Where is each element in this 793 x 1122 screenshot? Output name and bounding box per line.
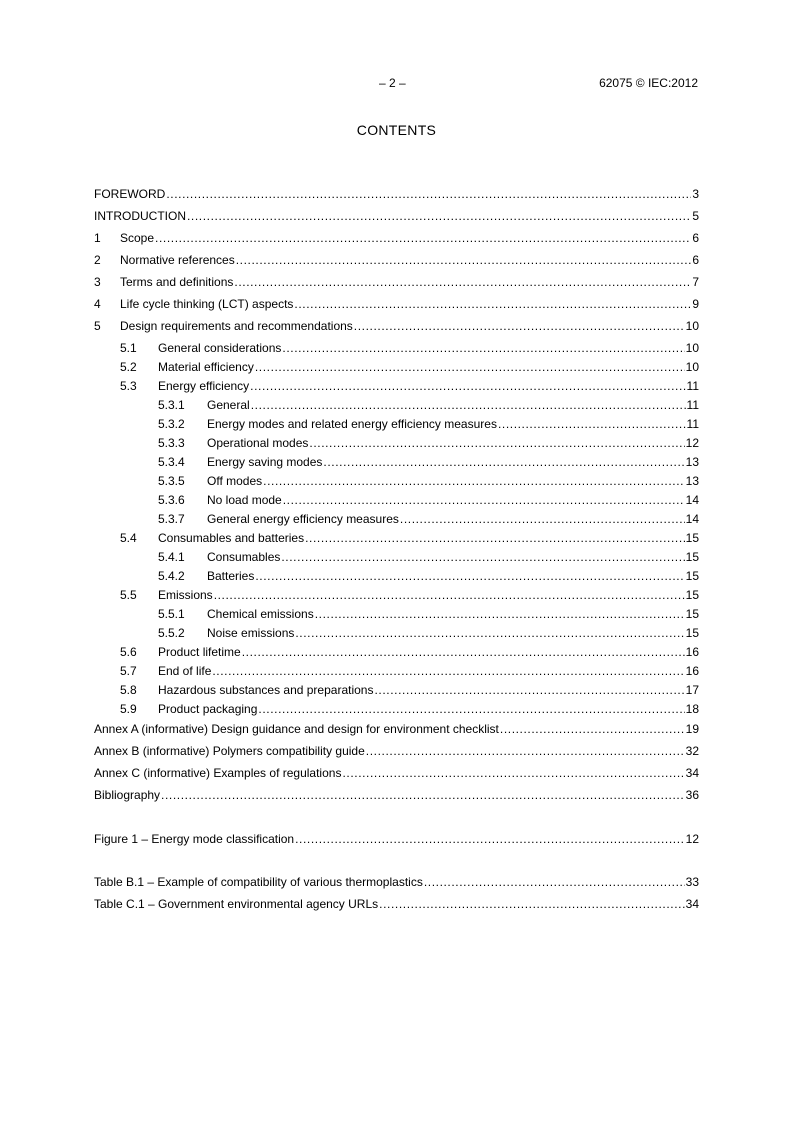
toc-entry[interactable] [94,874,699,890]
toc-entry-number: 3 [94,275,101,289]
dot-leader [295,625,684,641]
toc-entry-title: Off modes [207,474,263,488]
toc-entry-page: 15 [685,550,699,564]
toc-entry-page: 12 [685,832,699,846]
toc-entry-page: 6 [692,253,699,267]
document-reference: 62075 © IEC:2012 [599,76,698,90]
toc-entry[interactable] [94,530,699,546]
dot-leader [379,896,684,912]
toc-entry[interactable] [94,252,699,268]
toc-entry[interactable] [94,896,699,912]
toc-entry-number: 5.4.1 [158,550,185,564]
toc-entry-page: 13 [685,474,699,488]
toc-entry[interactable] [94,606,699,622]
toc-entry-number: 5.6 [120,645,137,659]
toc-entry-page: 14 [685,493,699,507]
toc-entry[interactable] [94,743,699,759]
toc-entry-title: FOREWORD [94,187,166,201]
toc-entry-number: 5.7 [120,664,137,678]
toc-entry[interactable] [94,549,699,565]
toc-entry[interactable] [94,492,699,508]
toc-entry-page: 3 [692,187,699,201]
toc-entry[interactable] [94,511,699,527]
toc-entry[interactable] [94,397,699,413]
toc-entry[interactable] [94,831,699,847]
toc-entry[interactable] [94,568,699,584]
dot-leader [242,644,685,660]
toc-entry[interactable] [94,230,699,246]
dot-leader [250,378,685,394]
toc-entry-number: 2 [94,253,101,267]
toc-entry-title: Consumables and batteries [158,531,305,545]
toc-entry-page: 11 [686,379,699,393]
toc-entry[interactable] [94,644,699,660]
dot-leader [498,416,686,432]
page-number: – 2 – [379,76,406,90]
toc-entry-page: 14 [685,512,699,526]
toc-entry-page: 33 [685,875,699,889]
toc-entry-title: Life cycle thinking (LCT) aspects [120,297,294,311]
toc-entry-number: 5.4 [120,531,137,545]
dot-leader [500,721,685,737]
toc-entry-page: 19 [685,722,699,736]
toc-entry-page: 15 [685,531,699,545]
toc-entry-page: 10 [685,341,699,355]
toc-entry-number: 5.3.3 [158,436,185,450]
toc-entry-page: 15 [685,626,699,640]
dot-leader [342,765,684,781]
toc-entry-number: 5.3 [120,379,137,393]
page-title: CONTENTS [356,122,437,138]
dot-leader [323,454,684,470]
toc-entry-number: 1 [94,231,101,245]
dot-leader [424,874,685,890]
toc-entry-page: 15 [685,569,699,583]
toc-entry-title: No load mode [207,493,282,507]
dot-leader [282,340,684,356]
dot-leader [212,663,684,679]
toc-entry-page: 18 [685,702,699,716]
toc-entry-number: 5.8 [120,683,137,697]
toc-entry-number: 5.3.4 [158,455,185,469]
toc-entry-title: Energy saving modes [207,455,323,469]
table-of-contents [94,186,699,912]
dot-leader [255,359,685,375]
toc-entry-page: 11 [686,398,699,412]
toc-entry-title: Noise emissions [207,626,295,640]
dot-leader [258,701,684,717]
toc-entry-title: End of life [158,664,212,678]
dot-leader [305,530,685,546]
toc-entry-page: 9 [692,297,699,311]
toc-entry-number: 5.5.2 [158,626,185,640]
toc-entry[interactable] [94,787,699,803]
dot-leader [294,296,691,312]
toc-entry-number: 5.3.6 [158,493,185,507]
toc-entry-page: 15 [685,607,699,621]
toc-entry[interactable] [94,765,699,781]
toc-entry[interactable] [94,359,699,375]
toc-entry-title: INTRODUCTION [94,209,186,223]
dot-leader [374,682,684,698]
toc-entry-page: 13 [685,455,699,469]
toc-entry-page: 7 [692,275,699,289]
toc-entry-title: Annex B (informative) Polymers compatibility guide [94,744,365,758]
toc-entry[interactable] [94,625,699,641]
dot-leader [283,492,685,508]
toc-entry[interactable] [94,435,699,451]
dot-leader [161,787,685,803]
toc-entry-title: Energy efficiency [158,379,250,393]
toc-entry-page: 36 [685,788,699,802]
toc-entry-title: Consumables [207,550,281,564]
dot-leader [400,511,685,527]
toc-entry-number: 5 [94,319,101,333]
dot-leader [251,397,686,413]
toc-entry[interactable] [94,208,699,224]
toc-entry[interactable] [94,274,699,290]
toc-entry-page: 12 [685,436,699,450]
toc-entry-title: Material efficiency [158,360,254,374]
toc-entry-page: 17 [685,683,699,697]
toc-entry-number: 5.3.5 [158,474,185,488]
dot-leader [315,606,685,622]
toc-entry[interactable] [94,701,699,717]
dot-leader [295,831,685,847]
toc-entry-title: Product lifetime [158,645,241,659]
dot-leader [187,208,691,224]
toc-entry[interactable] [94,587,699,603]
toc-entry-title: Table B.1 – Example of compatibility of various thermoplastics [94,875,423,889]
toc-entry-number: 5.5 [120,588,137,602]
toc-entry[interactable] [94,721,699,737]
dot-leader [214,587,685,603]
toc-entry-title: Batteries [207,569,255,583]
toc-entry-page: 11 [686,417,699,431]
toc-entry-page: 16 [685,664,699,678]
toc-entry[interactable] [94,454,699,470]
toc-entry-title: Emissions [158,588,213,602]
toc-entry-number: 5.9 [120,702,137,716]
toc-entry-title: Table C.1 – Government environmental agency URLs [94,897,379,911]
dot-leader [354,318,685,334]
dot-leader [166,186,691,202]
toc-entry-title: Annex C (informative) Examples of regulations [94,766,342,780]
toc-entry[interactable] [94,296,699,312]
toc-entry-title: Chemical emissions [207,607,314,621]
toc-entry-page: 10 [685,319,699,333]
toc-entry-title: General energy efficiency measures [207,512,399,526]
toc-entry-page: 5 [692,209,699,223]
dot-leader [281,549,684,565]
toc-entry-title: Figure 1 – Energy mode classification [94,832,295,846]
dot-leader [366,743,685,759]
toc-entry-page: 6 [692,231,699,245]
toc-entry[interactable] [94,378,699,394]
toc-entry[interactable] [94,340,699,356]
toc-entry-page: 34 [685,897,699,911]
toc-entry[interactable] [94,473,699,489]
dot-leader [236,252,692,268]
toc-entry-number: 5.5.1 [158,607,185,621]
toc-entry-title: Annex A (informative) Design guidance and design for environment checklist [94,722,499,736]
toc-entry-title: Product packaging [158,702,258,716]
toc-entry-title: Terms and definitions [120,275,234,289]
toc-entry-title: Design requirements and recommendations [120,319,353,333]
toc-entry-number: 5.3.7 [158,512,185,526]
toc-entry[interactable] [94,682,699,698]
dot-leader [234,274,691,290]
toc-entry-page: 16 [685,645,699,659]
toc-entry-page: 32 [685,744,699,758]
dot-leader [255,568,684,584]
toc-entry-page: 15 [685,588,699,602]
toc-entry-page: 34 [685,766,699,780]
toc-entry-number: 5.3.2 [158,417,185,431]
toc-entry-page: 10 [685,360,699,374]
toc-entry[interactable] [94,416,699,432]
toc-entry-title: Hazardous substances and preparations [158,683,374,697]
toc-entry[interactable] [94,318,699,334]
toc-entry-number: 5.3.1 [158,398,185,412]
toc-entry-title: Bibliography [94,788,161,802]
toc-entry-number: 5.4.2 [158,569,185,583]
toc-entry-title: Operational modes [207,436,309,450]
dot-leader [155,230,691,246]
toc-entry-title: Scope [120,231,155,245]
toc-entry-number: 4 [94,297,101,311]
dot-leader [263,473,685,489]
toc-entry-title: General considerations [158,341,282,355]
toc-entry[interactable] [94,186,699,202]
dot-leader [309,435,684,451]
toc-entry[interactable] [94,663,699,679]
toc-entry-title: Energy modes and related energy efficiency measures [207,417,497,431]
toc-entry-number: 5.1 [120,341,137,355]
toc-entry-number: 5.2 [120,360,137,374]
toc-entry-title: Normative references [120,253,235,267]
toc-entry-title: General [207,398,250,412]
